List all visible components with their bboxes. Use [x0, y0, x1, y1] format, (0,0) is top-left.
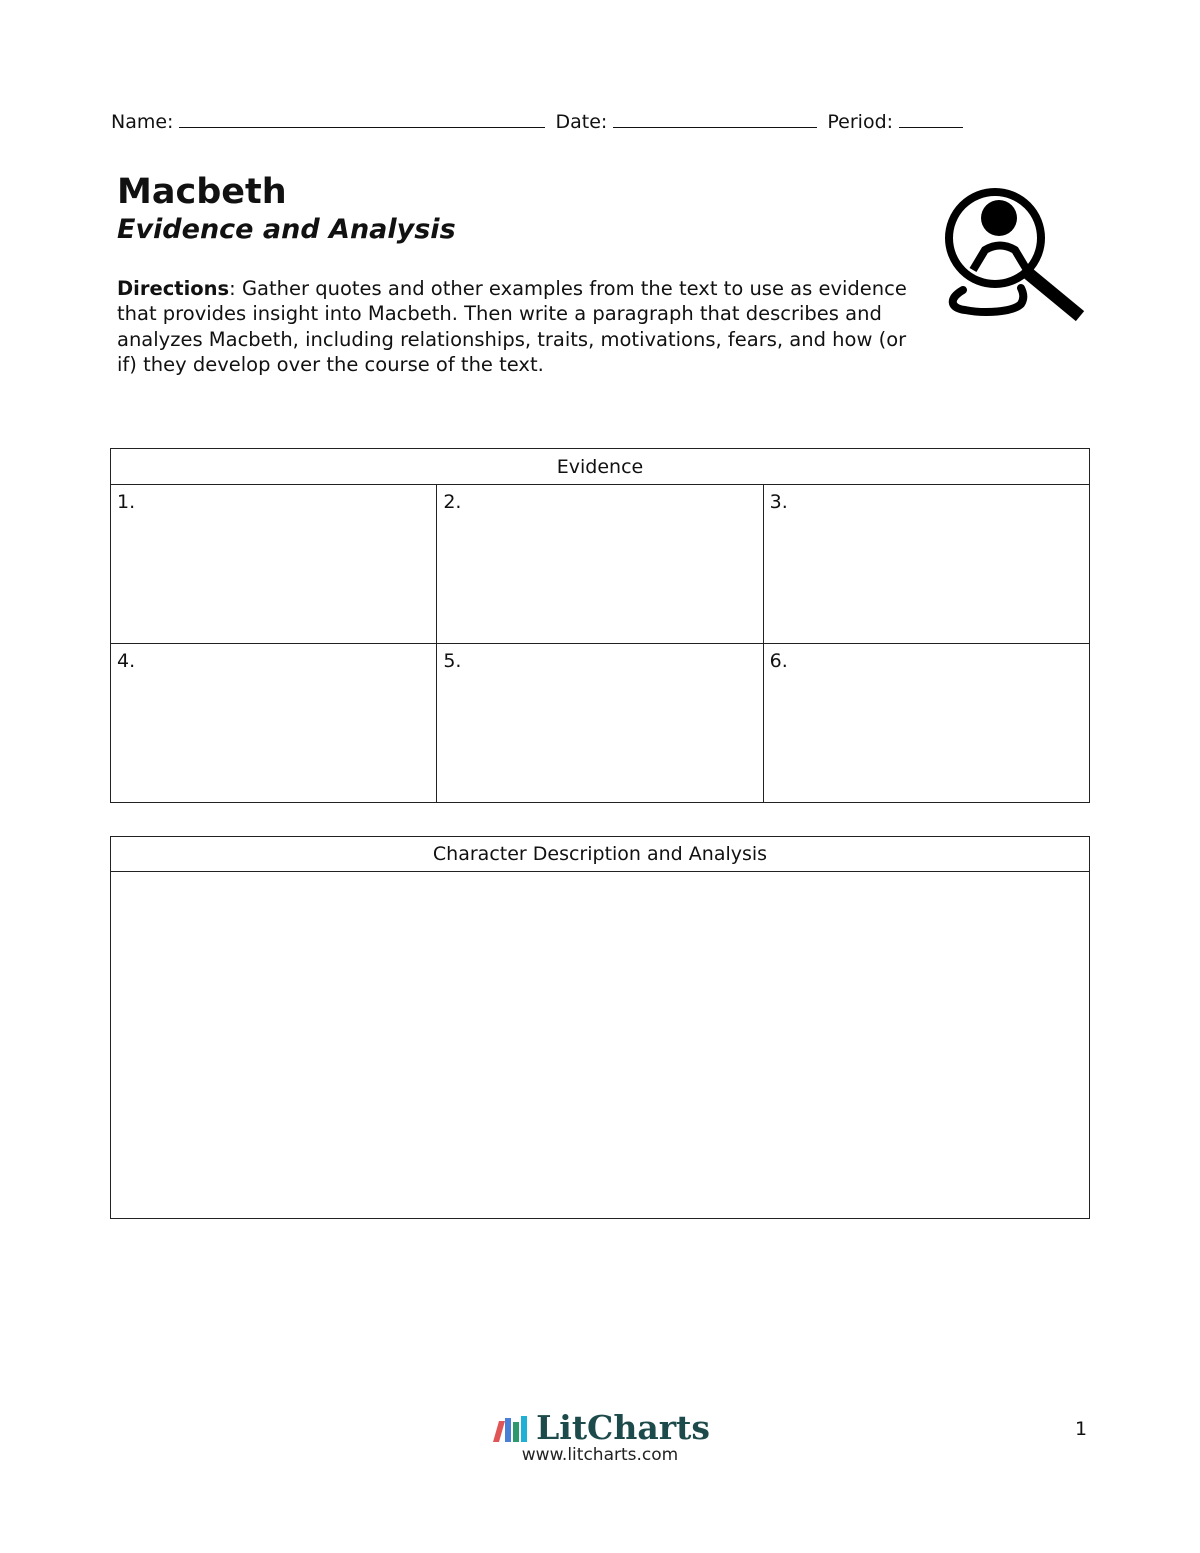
footer-url[interactable]: www.litcharts.com [521, 1445, 679, 1465]
page-number: 1 [1075, 1418, 1088, 1440]
evidence-table [110, 448, 1090, 803]
evidence-cell-4[interactable]: 4. [111, 644, 437, 803]
evidence-cell-2[interactable]: 2. [437, 485, 763, 644]
date-label: Date: [555, 111, 608, 133]
date-field[interactable] [613, 111, 817, 128]
logo-text: LitCharts [536, 1408, 710, 1447]
directions-text [117, 276, 917, 377]
evidence-cell-6[interactable]: 6. [763, 644, 1089, 803]
analysis-writing-area[interactable] [111, 872, 1090, 1219]
directions-label: Directions [117, 277, 230, 300]
page-subtitle: Evidence and Analysis [117, 214, 456, 245]
name-field[interactable] [179, 111, 545, 128]
student-info-line [111, 111, 967, 133]
period-field[interactable] [899, 111, 963, 128]
name-label: Name: [111, 111, 174, 133]
bars-logo-icon [490, 1413, 530, 1443]
period-label: Period: [827, 111, 894, 133]
page-title: Macbeth [117, 172, 287, 212]
evidence-header: Evidence [111, 449, 1090, 485]
evidence-cell-3[interactable]: 3. [763, 485, 1089, 644]
person-magnifying-glass-icon [935, 170, 1095, 325]
directions-body: : Gather quotes and other examples from the text to use as evidence that provides insight into Macbeth. Then write a paragraph that describes and analyzes Macbeth, including relationships, traits, motivations, fears, and how (or if) they develop over the course of the text. [117, 277, 907, 376]
analysis-header: Character Description and Analysis [111, 837, 1090, 872]
litcharts-logo [490, 1408, 710, 1447]
analysis-table [110, 836, 1090, 1219]
footer [0, 1408, 1200, 1465]
evidence-cell-1[interactable]: 1. [111, 485, 437, 644]
evidence-cell-5[interactable]: 5. [437, 644, 763, 803]
